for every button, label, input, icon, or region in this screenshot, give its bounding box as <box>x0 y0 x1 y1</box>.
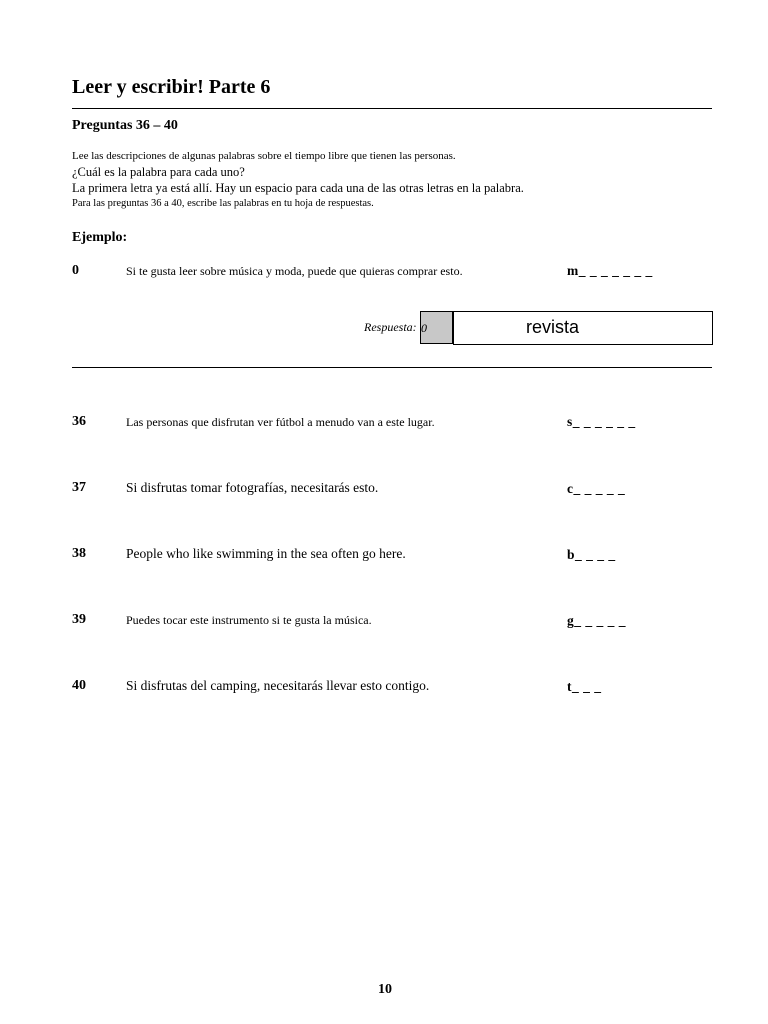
question-blank-40: t_ _ _ <box>567 679 602 694</box>
answer-number: 0 <box>421 321 427 335</box>
example-number: 0 <box>72 263 79 278</box>
instruction-line-2: ¿Cuál es la palabra para cada uno? <box>72 165 245 179</box>
page-number: 10 <box>378 982 392 997</box>
question-number-38: 38 <box>72 546 86 561</box>
page-title: Leer y escribir! Parte 6 <box>72 76 271 98</box>
question-text-36: Las personas que disfrutan ver fútbol a menudo van a este lugar. <box>126 415 435 429</box>
title-divider <box>72 108 712 109</box>
answer-label: Respuesta: <box>364 320 417 334</box>
question-blank-36: s_ _ _ _ _ _ <box>567 414 636 429</box>
example-heading: Ejemplo: <box>72 230 128 245</box>
instruction-line-4: Para las preguntas 36 a 40, escribe las palabras en tu hoja de respuestas. <box>72 198 374 209</box>
question-blank-37: c_ _ _ _ _ <box>567 481 626 496</box>
question-blank-39: g_ _ _ _ _ <box>567 613 626 628</box>
question-text-40: Si disfrutas del camping, necesitarás llevar esto contigo. <box>126 678 430 693</box>
question-text-38: People who like swimming in the sea often go here. <box>126 546 406 561</box>
example-divider <box>72 367 712 368</box>
question-text-37: Si disfrutas tomar fotografías, necesitarás esto. <box>126 480 379 495</box>
answer-word: revista <box>526 317 580 337</box>
example-blank: m_ _ _ _ _ _ _ <box>567 263 653 278</box>
question-text-39: Puedes tocar este instrumento si te gusta la música. <box>126 613 372 627</box>
question-number-37: 37 <box>72 480 86 495</box>
question-blank-38: b_ _ _ _ <box>567 547 616 562</box>
instruction-line-3: La primera letra ya está allí. Hay un espacio para cada una de las otras letras en la palabra. <box>72 181 524 195</box>
answer-box <box>453 311 713 345</box>
section-heading: Preguntas 36 – 40 <box>72 118 178 133</box>
example-text: Si te gusta leer sobre música y moda, puede que quieras comprar esto. <box>126 264 463 278</box>
answer-number-box <box>420 311 453 344</box>
question-number-39: 39 <box>72 612 86 627</box>
question-number-40: 40 <box>72 678 86 693</box>
question-number-36: 36 <box>72 414 86 429</box>
instruction-line-1: Lee las descripciones de algunas palabras sobre el tiempo libre que tienen las personas. <box>72 150 456 162</box>
